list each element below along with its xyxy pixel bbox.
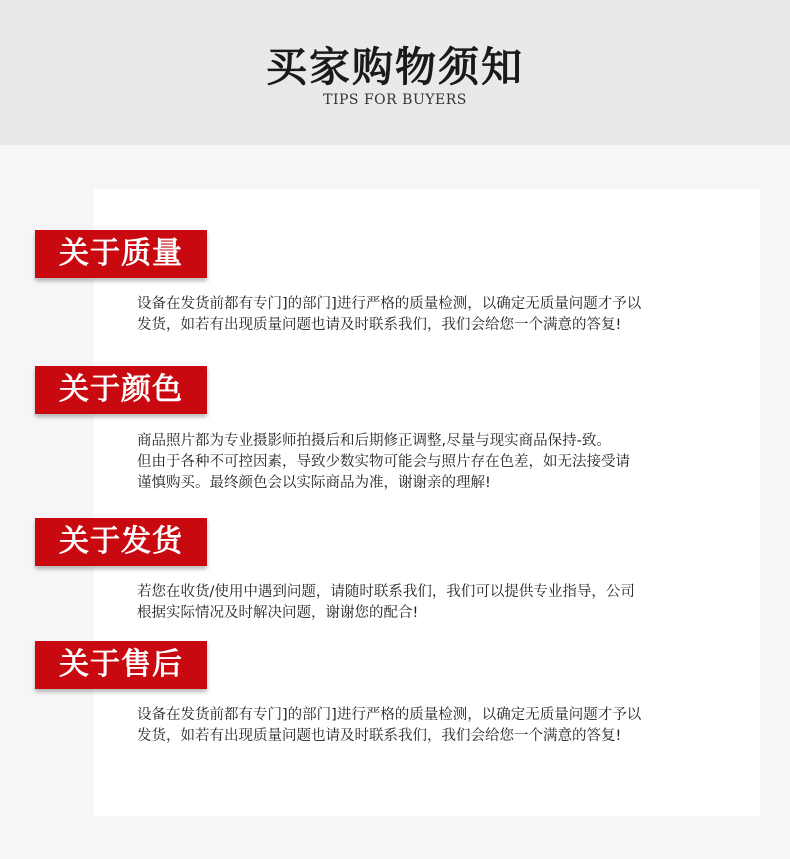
page-subtitle: TIPS FOR BUYERS [323,92,467,108]
section-body-color [137,431,717,494]
header-band [0,0,790,145]
text-line: 但由于各种不可控因素，导致少数实物可能会与照片存在色差，如无法接受请 [137,454,630,470]
text-line: 商品照片都为专业摄影师拍摄后和后期修正调整,尽量与现实商品保持-致。 [137,433,611,449]
page-title: 买家购物须知 [266,43,524,91]
section-body-quality [137,294,717,336]
text-line: 设备在发货前都有专门]的部门]进行严格的质量检测，以确定无质量问题才予以 [137,296,642,312]
text-line: 若您在收货/使用中遇到问题，请随时联系我们，我们可以提供专业指导，公司 [137,584,635,600]
section-title-color: 关于颜色 [35,366,207,414]
section-body-shipping [137,582,717,624]
text-line: 根据实际情况及时解决问题，谢谢您的配合! [137,605,419,621]
section-title-quality: 关于质量 [35,230,207,278]
section-title-after-sales: 关于售后 [35,641,207,689]
section-title-shipping: 关于发货 [35,518,207,566]
text-line: 发货，如若有出现质量问题也请及时联系我们，我们会给您一个满意的答复! [137,317,622,333]
text-line: 谨慎购买。最终颜色会以实际商品为准，谢谢亲的理解! [137,475,491,491]
section-body-after-sales [137,705,717,747]
text-line: 发货，如若有出现质量问题也请及时联系我们，我们会给您一个满意的答复! [137,728,622,744]
text-line: 设备在发货前都有专门]的部门]进行严格的质量检测，以确定无质量问题才予以 [137,707,642,723]
